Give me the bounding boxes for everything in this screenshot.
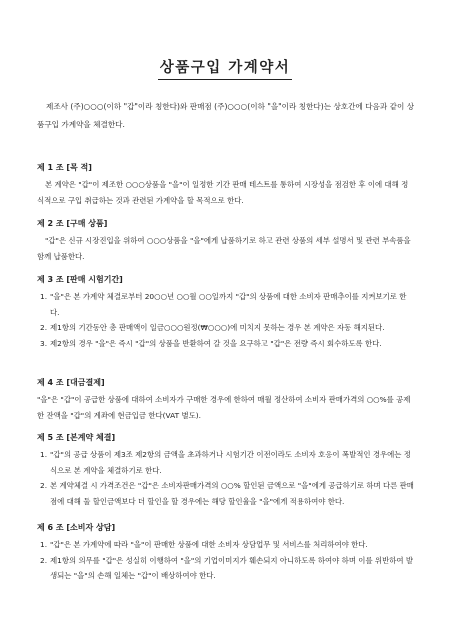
- list-item: [37, 537, 415, 553]
- article-5: [37, 432, 415, 509]
- article-2-text: "갑"은 신규 시장진입을 위하여 ○○○상품을 "을"에게 납품하기로 하고 관련 상품의 세부 설명서 및 관련 부속품을 함께 납품한다.: [37, 236, 411, 261]
- intro-block: [37, 98, 415, 134]
- article-2: [37, 218, 415, 264]
- item-number: 1.: [40, 450, 48, 459]
- article-3-list: [37, 289, 415, 351]
- item-text: "갑"은 본 가계약에 따라 "을"이 판매한 상품에 대한 소비자 상담업무 및 서비스를 처리하여야 한다.: [50, 540, 368, 549]
- item-number: 3.: [40, 338, 48, 348]
- list-item: [37, 289, 415, 320]
- article-5-heading: 제 5 조 [본계약 체결]: [37, 433, 116, 442]
- article-6-heading: 제 6 조 [소비자 상담]: [37, 523, 116, 532]
- article-6-list: [37, 537, 415, 584]
- list-item: [37, 478, 415, 509]
- item-text: 제1항의 기간동안 총 판매액이 일금○○○원정(₩○○○)에 미치지 못하는 경우 본 계약은 자동 해지된다.: [50, 323, 385, 332]
- article-4-heading: 제 4 조 [대금결제]: [37, 378, 105, 387]
- article-1: [37, 162, 415, 208]
- item-number: 2.: [40, 481, 48, 490]
- title-block: [0, 56, 450, 80]
- article-3: [37, 274, 415, 351]
- item-text: 제1항의 의무를 "갑"은 성실히 이행하여 "을"의 기업이미지가 훼손되지 아니하도록 하여야 하며 이를 위반하여 발생되는 "을"의 손해 일체는 "갑"이 배상하여야 한다.: [50, 555, 413, 580]
- list-item: [37, 320, 415, 336]
- list-item: [37, 336, 415, 352]
- item-text: "갑"의 공급 상품이 제3조 제2항의 금액을 초과하거나 시험기간 이전이라도 소비자 호응이 폭발적인 경우에는 정식으로 본 계약을 체결하기로 한다.: [50, 450, 411, 475]
- item-number: 1.: [40, 540, 48, 549]
- item-text: 제2항의 경우 "을"은 즉시 "갑"의 상품을 반환하여 갈 것을 요구하고 "갑"은 전량 즉시 회수하도록 한다.: [50, 338, 382, 348]
- article-5-list: [37, 447, 415, 509]
- item-text: 본 계약체결 시 가격조건은 "갑"은 소비자판매가격의 ○○% 할인된 금액으로 "을"에게 공급하기로 하며 다른 판매점에 대해 둘 할인금액보다 더 할인을 할 경우에는 해당 할인율을 "을"에게 적용하여야 한다.: [50, 481, 414, 506]
- item-number: 2.: [40, 555, 48, 565]
- article-6: [37, 522, 415, 584]
- article-4-text: "을"은 "갑"이 공급한 상품에 대하여 소비자가 구매한 경우에 한하여 매월 정산하여 소비자 판매가격의 ○○%를 공제한 잔액을 "갑"의 계좌에 현금입금 한다(VAT 별도).: [37, 395, 411, 420]
- article-1-heading: 제 1 조 [목 적]: [37, 163, 92, 172]
- item-text: "을"은 본 가계약 체결로부터 20○○년 ○○월 ○○일까지 "갑"의 상품에 대한 소비자 판매추이를 지켜보기로 한다.: [50, 292, 407, 317]
- article-4: [37, 377, 415, 423]
- item-number: 2.: [40, 323, 48, 332]
- list-item: [37, 447, 415, 478]
- article-2-heading: 제 2 조 [구매 상품]: [37, 219, 108, 228]
- intro-paragraph: 제조사 (주)○○○(이하 "갑"이라 칭한다)와 판매점 (주)○○○(이하 "을"이라 칭한다)는 상호간에 다음과 같이 상품구입 가계약을 체결한다.: [37, 102, 415, 129]
- article-1-text: 본 계약은 "갑"이 제조한 ○○○상품을 "을"이 일정한 기간 판매 테스트를 통하여 시장성을 점검한 후 이에 대해 정식적으로 구입 취급하는 것과 관련된 가계약을 할 목적으로 한다.: [37, 180, 409, 205]
- list-item: [37, 553, 415, 584]
- article-3-heading: 제 3 조 [판매 시험기간]: [37, 275, 123, 284]
- item-number: 1.: [40, 292, 48, 301]
- document-title: 상품구입 가계약서: [158, 56, 293, 80]
